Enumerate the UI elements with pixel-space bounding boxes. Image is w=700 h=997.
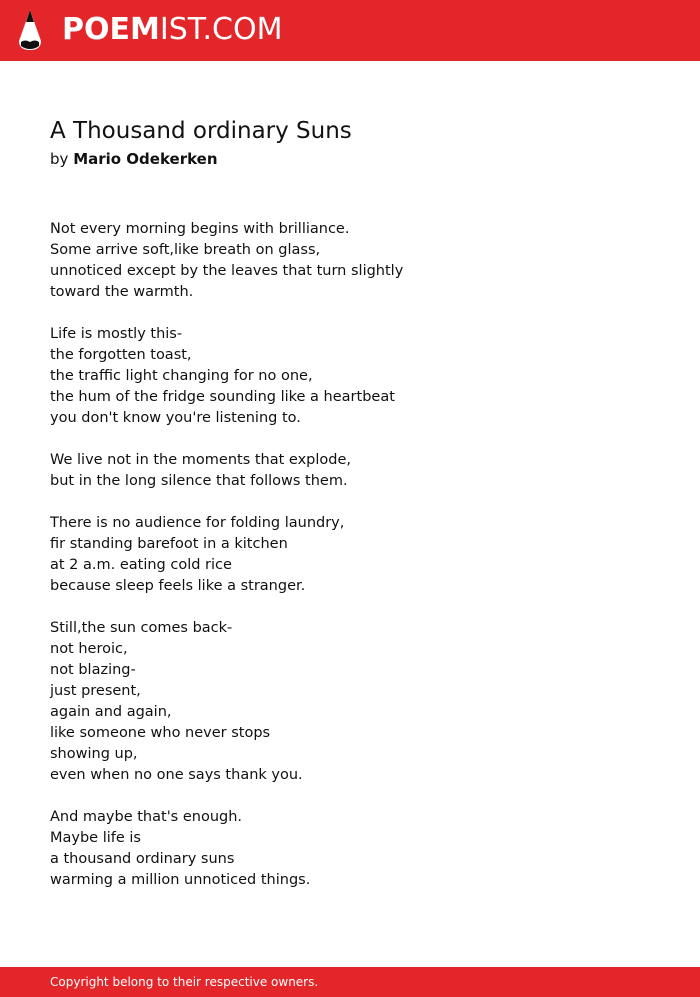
poem-line: the traffic light changing for no one,: [50, 368, 313, 384]
poem-line: Still,the sun comes back-: [50, 620, 233, 636]
logo-text-bold: POEM: [62, 12, 160, 47]
poem-line: like someone who never stops: [50, 725, 271, 741]
poem-line: a thousand ordinary suns: [50, 851, 235, 867]
poem-line: showing up,: [50, 746, 138, 762]
poem-line: Not every morning begins with brilliance.: [50, 221, 350, 237]
site-header: [0, 0, 700, 61]
poem-line: Some arrive soft,like breath on glass,: [50, 242, 321, 258]
poem-line: unnoticed except by the leaves that turn slightly: [50, 263, 404, 279]
poem-line: because sleep feels like a stranger.: [50, 578, 306, 594]
poem-line: again and again,: [50, 704, 172, 720]
poem-line: not heroic,: [50, 641, 128, 657]
poem-line: toward the warmth.: [50, 284, 194, 300]
copyright-text: Copyright belong to their respective owners.: [50, 975, 319, 989]
poem-line: And maybe that's enough.: [50, 809, 243, 825]
poem-line: the hum of the fridge sounding like a heartbeat: [50, 389, 395, 405]
poem-stanza: [50, 807, 650, 891]
poem-line: at 2 a.m. eating cold rice: [50, 557, 232, 573]
poem-stanza: [50, 324, 650, 429]
pencil-tip-icon: [17, 9, 43, 51]
poem-line: even when no one says thank you.: [50, 767, 303, 783]
byline-prefix: by: [50, 150, 69, 168]
poem-line: We live not in the moments that explode,: [50, 452, 351, 468]
poem-body: [50, 219, 650, 912]
poem-line: not blazing-: [50, 662, 136, 678]
poem-line: you don't know you're listening to.: [50, 410, 301, 426]
poem-stanza: [50, 219, 650, 303]
byline: [50, 149, 218, 169]
poem-line: Life is mostly this-: [50, 326, 183, 342]
poem-stanza: [50, 618, 650, 786]
site-logo[interactable]: [62, 12, 282, 48]
poem-title: A Thousand ordinary Suns: [50, 118, 352, 144]
poem-line: fir standing barefoot in a kitchen: [50, 536, 288, 552]
poem-line: Maybe life is: [50, 830, 141, 846]
site-footer: [0, 967, 700, 997]
poem-line: warming a million unnoticed things.: [50, 872, 311, 888]
poem-line: just present,: [50, 683, 141, 699]
poem-line: but in the long silence that follows them.: [50, 473, 348, 489]
poem-stanza: [50, 513, 650, 597]
poem-line: There is no audience for folding laundry,: [50, 515, 345, 531]
logo-text-light: IST.COM: [159, 12, 283, 47]
author-name: Mario Odekerken: [73, 150, 218, 168]
poem-stanza: [50, 450, 650, 492]
poem-line: the forgotten toast,: [50, 347, 192, 363]
